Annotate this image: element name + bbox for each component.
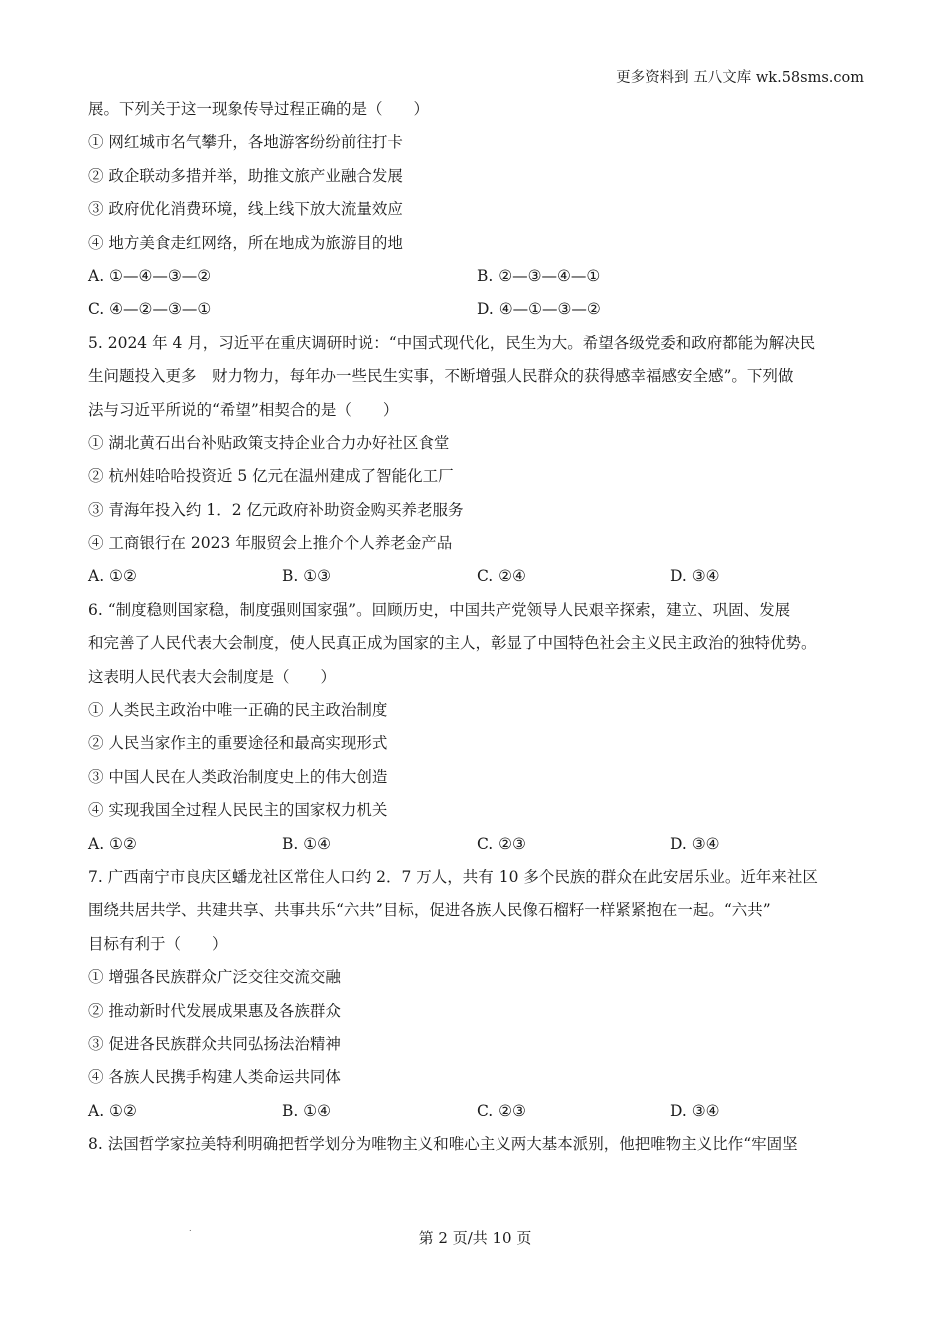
page-dot: . bbox=[189, 1224, 192, 1233]
q4-options-row-2 bbox=[88, 296, 868, 329]
q4-option-d[interactable]: D. ④—①—③—② bbox=[477, 300, 601, 319]
page-number: 第 2 页/共 10 页 bbox=[418, 1229, 532, 1247]
q6-stem-line: 6. “制度稳则国家稳，制度强则国家强”。回顾历史，中国共产党领导人民艰辛探索，建立、巩固、发展 bbox=[88, 600, 791, 619]
q7-item: ③ 促进各民族群众共同弘扬法治精神 bbox=[88, 1034, 341, 1053]
q6-stem-line: 这表明人民代表大会制度是（ ） bbox=[88, 667, 337, 686]
q5-stem-line: 生问题投入更多 财力物力，每年办一些民生实事，不断增强人民群众的获得感幸福感安全感”。下列做 bbox=[88, 367, 794, 386]
q4-options-row-1 bbox=[88, 263, 868, 296]
q7-option-c[interactable]: C. ②③ bbox=[477, 1101, 526, 1120]
q6-item: ③ 中国人民在人类政治制度史上的伟大创造 bbox=[88, 767, 388, 786]
q4-option-c[interactable]: C. ④—②—③—① bbox=[88, 300, 212, 319]
q5-item: ① 湖北黄石出台补贴政策支持企业合力办好社区食堂 bbox=[88, 433, 450, 452]
q8-stem: 8. 法国哲学家拉美特利明确把哲学划分为唯物主义和唯心主义两大基本派别，他把唯物主义比作“牢固坚 bbox=[88, 1135, 798, 1154]
q7-item: ④ 各族人民携手构建人类命运共同体 bbox=[88, 1068, 341, 1087]
q5-options bbox=[88, 563, 868, 596]
q7-options bbox=[88, 1098, 868, 1131]
q7-stem-line: 目标有利于（ ） bbox=[88, 934, 228, 953]
q6-options bbox=[88, 831, 868, 864]
q6-item: ② 人民当家作主的重要途径和最高实现形式 bbox=[88, 734, 388, 753]
q4-item: ④ 地方美食走红网络，所在地成为旅游目的地 bbox=[88, 233, 403, 252]
q7-item: ① 增强各民族群众广泛交往交流交融 bbox=[88, 968, 341, 987]
q5-item: ② 杭州娃哈哈投资近 5 亿元在温州建成了智能化工厂 bbox=[88, 467, 454, 486]
q5-stem-line: 法与习近平所说的“希望”相契合的是（ ） bbox=[88, 400, 399, 419]
q5-item: ④ 工商银行在 2023 年服贸会上推介个人养老金产品 bbox=[88, 534, 453, 553]
q7-option-b[interactable]: B. ①④ bbox=[282, 1101, 332, 1120]
q5-option-d[interactable]: D. ③④ bbox=[670, 567, 720, 586]
q4-stem: 展。下列关于这一现象传导过程正确的是（ ） bbox=[88, 100, 430, 118]
q4-option-a[interactable]: A. ①—④—③—② bbox=[88, 266, 212, 285]
site-header: 更多资料到 五八文库 wk.58sms.com bbox=[616, 70, 864, 86]
q4-item: ① 网红城市名气攀升，各地游客纷纷前往打卡 bbox=[88, 133, 403, 152]
q6-option-d[interactable]: D. ③④ bbox=[670, 834, 720, 853]
q6-stem-line: 和完善了人民代表大会制度，使人民真正成为国家的主人，彰显了中国特色社会主义民主政治的独特优势。 bbox=[88, 634, 817, 653]
q7-option-d[interactable]: D. ③④ bbox=[670, 1101, 720, 1120]
q7-stem-line: 7. 广西南宁市良庆区蟠龙社区常住人口约 2．7 万人，共有 10 多个民族的群众在此安居乐业。近年来社区 bbox=[88, 867, 818, 886]
q6-option-c[interactable]: C. ②③ bbox=[477, 834, 526, 853]
q6-option-b[interactable]: B. ①④ bbox=[282, 834, 332, 853]
q6-item: ① 人类民主政治中唯一正确的民主政治制度 bbox=[88, 701, 388, 720]
q7-option-a[interactable]: A. ①② bbox=[88, 1101, 137, 1120]
q7-item: ② 推动新时代发展成果惠及各族群众 bbox=[88, 1001, 341, 1020]
q5-item: ③ 青海年投入约 1．2 亿元政府补助资金购买养老服务 bbox=[88, 500, 464, 519]
q5-option-c[interactable]: C. ②④ bbox=[477, 567, 526, 586]
q6-item: ④ 实现我国全过程人民民主的国家权力机关 bbox=[88, 801, 388, 820]
q5-option-b[interactable]: B. ①③ bbox=[282, 567, 332, 586]
q5-stem-line: 5. 2024 年 4 月，习近平在重庆调研时说：“中国式现代化，民生为大。希望各级党委和政府都能为解决民 bbox=[88, 333, 816, 352]
q7-stem-line: 围绕共居共学、共建共享、共事共乐“六共”目标，促进各族人民像石榴籽一样紧紧抱在一起。“六共” bbox=[88, 901, 771, 920]
q4-item: ② 政企联动多措并举，助推文旅产业融合发展 bbox=[88, 166, 403, 185]
q6-option-a[interactable]: A. ①② bbox=[88, 834, 137, 853]
q4-option-b[interactable]: B. ②—③—④—① bbox=[477, 266, 601, 285]
q5-option-a[interactable]: A. ①② bbox=[88, 567, 137, 586]
page-content bbox=[88, 96, 868, 1165]
q4-item: ③ 政府优化消费环境，线上线下放大流量效应 bbox=[88, 200, 403, 219]
